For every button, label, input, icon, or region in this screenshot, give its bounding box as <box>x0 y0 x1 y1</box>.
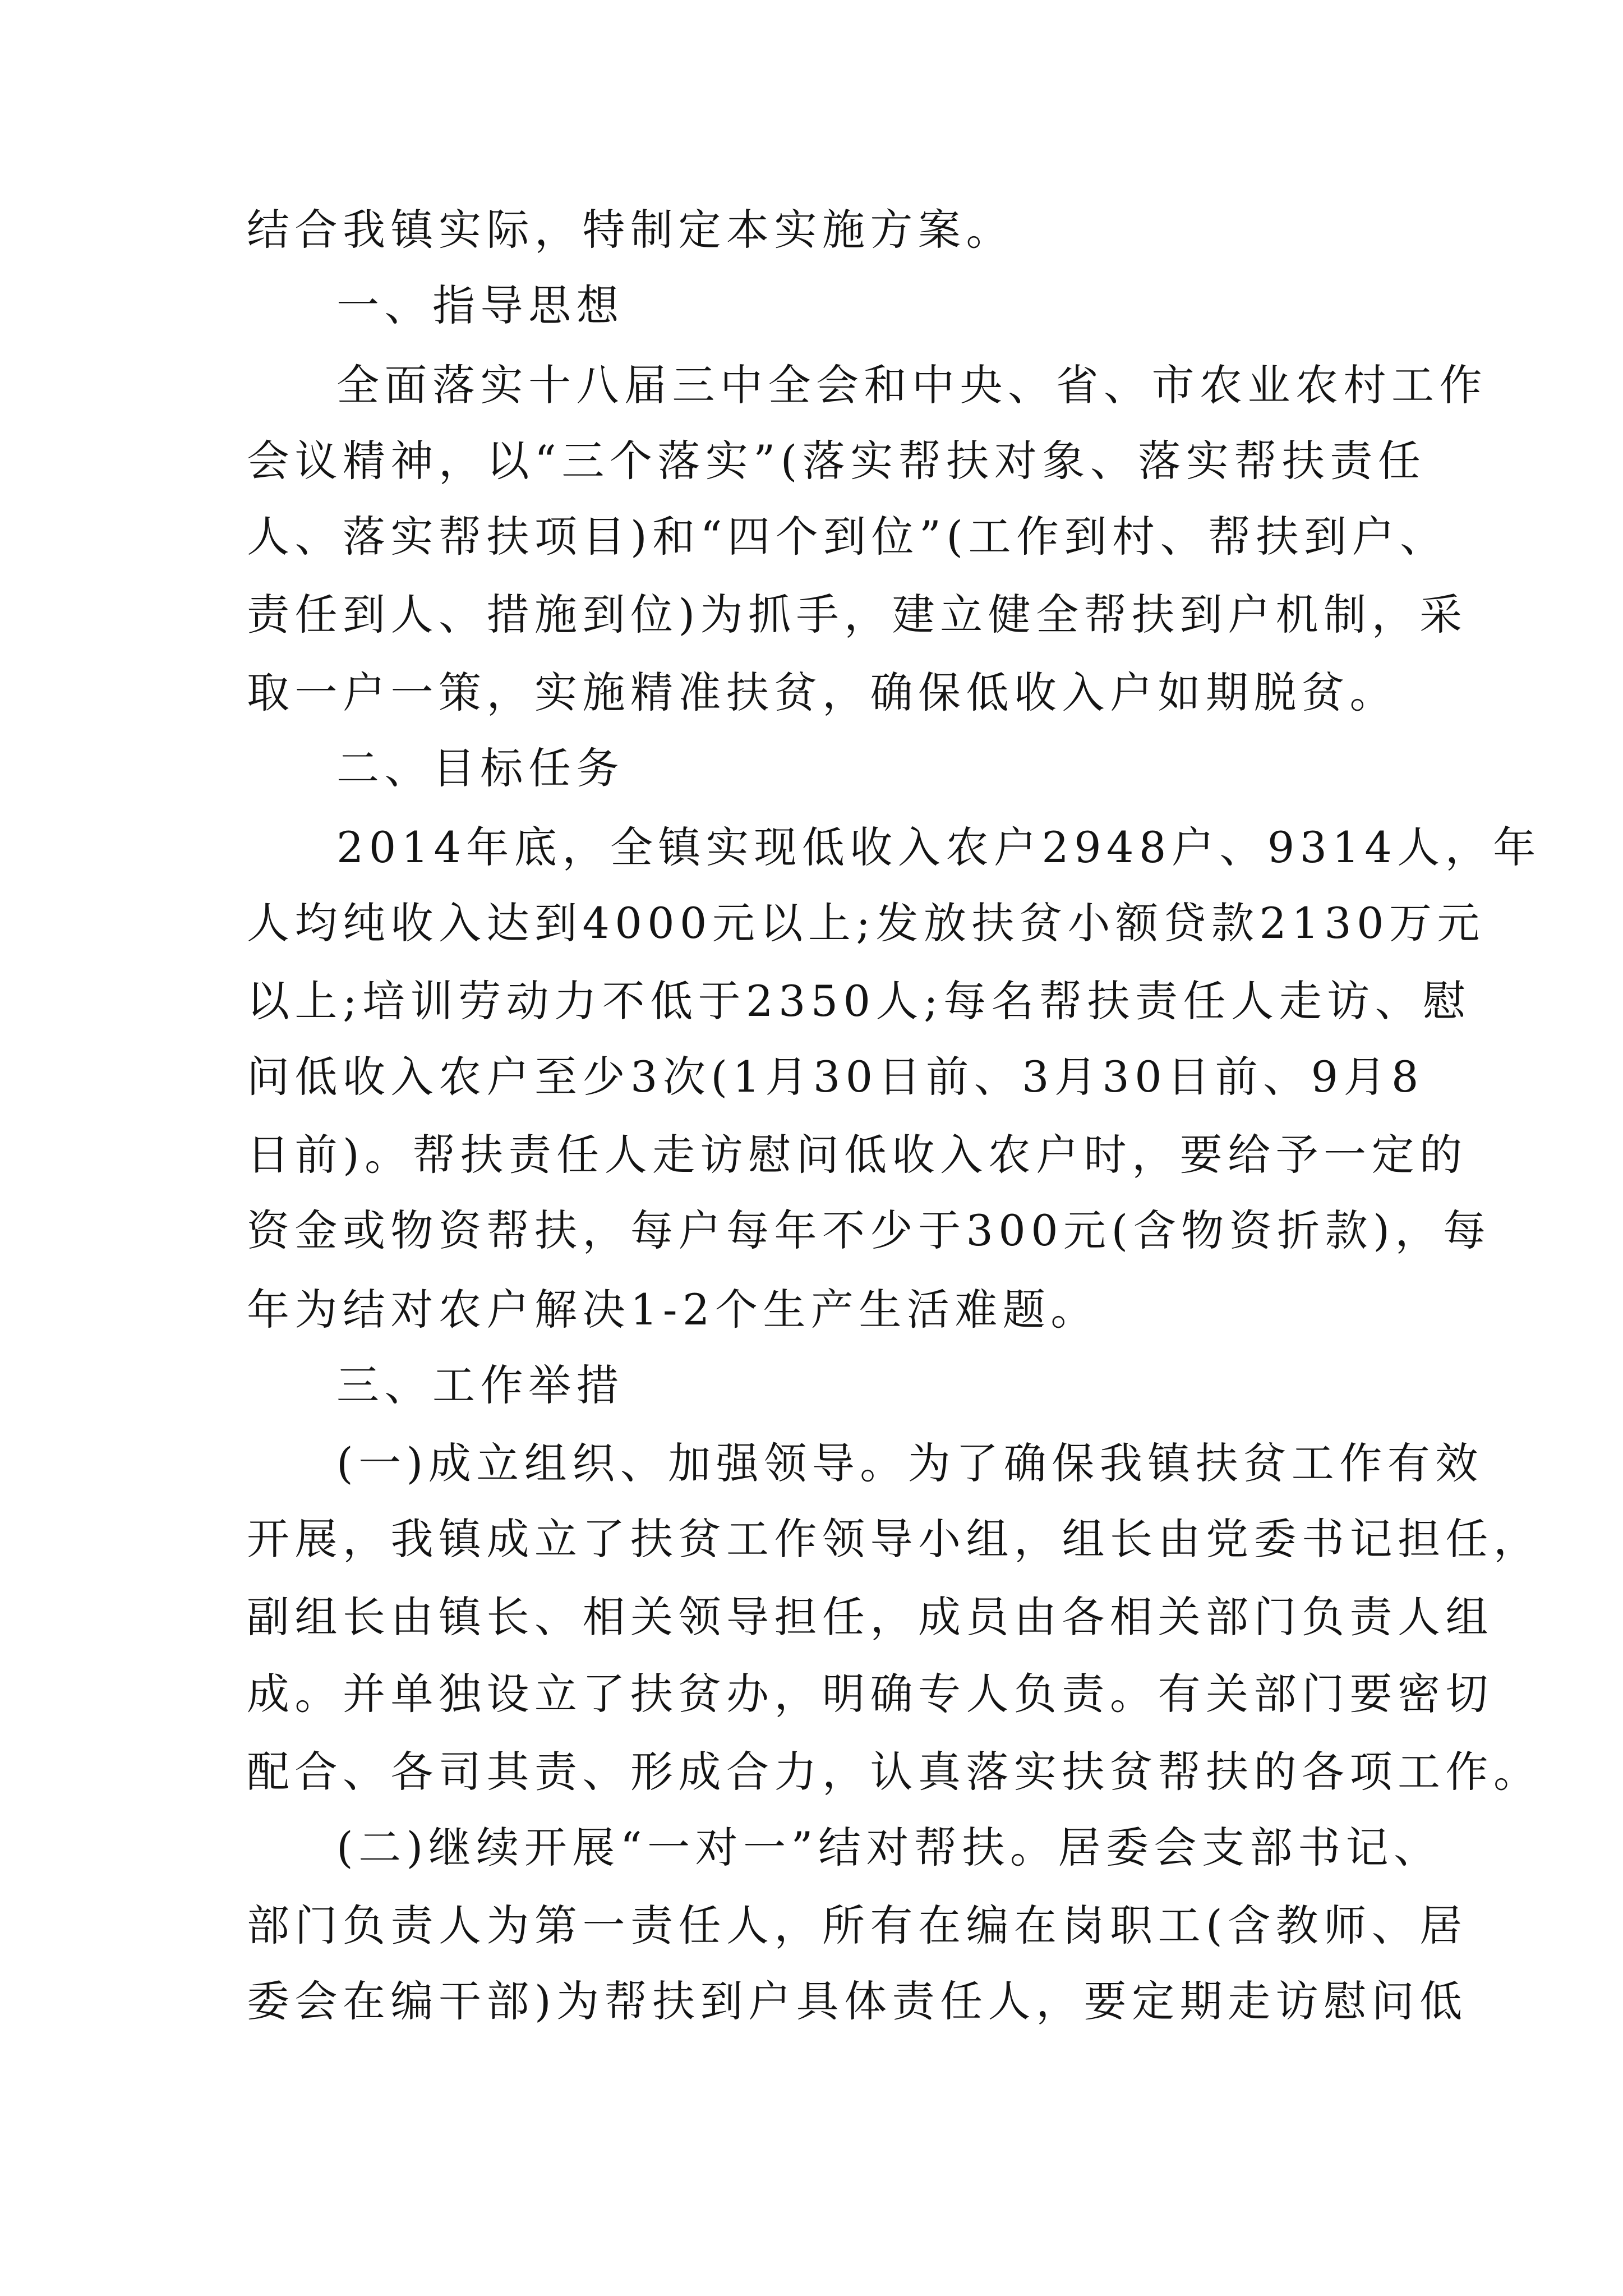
paragraph-line: (一)成立组织、加强领导。为了确保我镇扶贫工作有效 <box>336 1438 1483 1488</box>
section-heading: 二、目标任务 <box>336 743 624 793</box>
text-line: 取一户一策，实施精准扶贫，确保低收入户如期脱贫。 <box>247 668 1398 717</box>
text-line: 年为结对农户解决1-2个生产生活难题。 <box>247 1285 1099 1335</box>
text-line: 开展，我镇成立了扶贫工作领导小组，组长由党委书记担任， <box>247 1514 1542 1564</box>
text-line: 人、落实帮扶项目)和“四个到位”(工作到村、帮扶到户、 <box>247 512 1448 562</box>
text-line: 配合、各司其责、形成合力，认真落实扶贫帮扶的各项工作。 <box>247 1747 1542 1797</box>
text-line: 问低收入农户至少3次(1月30日前、3月30日前、9月8 <box>247 1052 1424 1102</box>
text-line: 日前)。帮扶责任人走访慰问低收入农户时，要给予一定的 <box>247 1130 1468 1180</box>
paragraph-line: (二)继续开展“一对一”结对帮扶。居委会支部书记、 <box>336 1823 1442 1872</box>
section-heading: 三、工作举措 <box>336 1360 624 1410</box>
text-line: 成。并单独设立了扶贫办，明确专人负责。有关部门要密切 <box>247 1669 1493 1719</box>
text-line: 以上;培训劳动力不低于2350人;每名帮扶责任人走访、慰 <box>247 976 1471 1026</box>
section-heading: 一、指导思想 <box>336 280 624 330</box>
text-line: 会议精神，以“三个落实”(落实帮扶对象、落实帮扶责任 <box>247 436 1426 486</box>
paragraph-line: 2014年底，全镇实现低收入农户2948户、9314人，年 <box>336 822 1541 872</box>
text-line: 责任到人、措施到位)为抓手，建立健全帮扶到户机制，采 <box>247 590 1468 639</box>
text-line: 资金或物资帮扶，每户每年不少于300元(含物资折款)，每 <box>247 1205 1491 1255</box>
text-line: 人均纯收入达到4000元以上;发放扶贫小额贷款2130万元 <box>247 898 1485 948</box>
text-line: 结合我镇实际，特制定本实施方案。 <box>247 205 1014 255</box>
paragraph-line: 全面落实十八届三中全会和中央、省、市农业农村工作 <box>336 360 1487 410</box>
text-line: 委会在编干部)为帮扶到户具体责任人，要定期走访慰问低 <box>247 1976 1468 2026</box>
text-line: 部门负责人为第一责任人，所有在编在岗职工(含教师、居 <box>247 1901 1468 1950</box>
text-line: 副组长由镇长、相关领导担任，成员由各相关部门负责人组 <box>247 1592 1493 1642</box>
